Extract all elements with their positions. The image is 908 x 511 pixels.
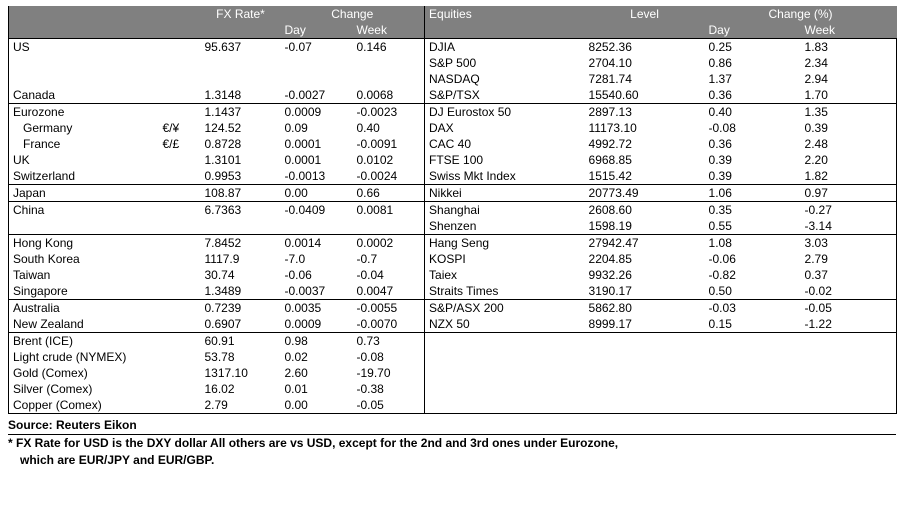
table-row (9, 39, 897, 56)
row-fx-day: 2.60 (281, 365, 353, 381)
row-fx-day (281, 71, 353, 87)
row-eq-day: 0.40 (705, 104, 801, 121)
row-equity (425, 365, 585, 381)
row-equity: Shenzen (425, 218, 585, 235)
row-name (9, 71, 159, 87)
row-level: 4992.72 (585, 136, 705, 152)
row-level: 2204.85 (585, 251, 705, 267)
row-name: Brent (ICE) (9, 333, 159, 350)
row-level: 3190.17 (585, 283, 705, 300)
row-eq-day: -0.82 (705, 267, 801, 283)
row-fx: 1.3148 (201, 87, 281, 104)
row-eq-day: 1.06 (705, 185, 801, 202)
row-fx: 108.87 (201, 185, 281, 202)
table-row (9, 104, 897, 121)
row-eq-day: 0.86 (705, 55, 801, 71)
table-row (9, 397, 897, 414)
header-blank-fx-2 (201, 22, 281, 39)
row-name: US (9, 39, 159, 56)
row-pair (159, 267, 201, 283)
row-eq-day: 0.50 (705, 283, 801, 300)
row-pair (159, 349, 201, 365)
row-fx-week: -0.05 (353, 397, 425, 414)
row-pair (159, 333, 201, 350)
row-level: 2704.10 (585, 55, 705, 71)
row-fx: 1317.10 (201, 365, 281, 381)
row-eq-day: -0.08 (705, 120, 801, 136)
row-equity: S&P/ASX 200 (425, 300, 585, 317)
row-level: 1515.42 (585, 168, 705, 185)
row-equity: Straits Times (425, 283, 585, 300)
row-pair (159, 185, 201, 202)
row-name: Switzerland (9, 168, 159, 185)
row-eq-week: 1.35 (801, 104, 897, 121)
row-equity (425, 333, 585, 350)
row-equity: NZX 50 (425, 316, 585, 333)
row-pair (159, 251, 201, 267)
row-name: France (9, 136, 159, 152)
row-fx-week: -0.0070 (353, 316, 425, 333)
source-note: Source: Reuters Eikon (8, 418, 137, 432)
table-row (9, 218, 897, 235)
table-row (9, 251, 897, 267)
row-eq-week (801, 349, 897, 365)
row-eq-week: 0.39 (801, 120, 897, 136)
row-eq-day (705, 365, 801, 381)
row-eq-day: 0.15 (705, 316, 801, 333)
header-blank-name-2 (9, 22, 159, 39)
row-fx: 53.78 (201, 349, 281, 365)
row-equity: Shanghai (425, 202, 585, 219)
row-fx-week: 0.73 (353, 333, 425, 350)
header-equity-week: Week (801, 22, 897, 39)
row-pair (159, 87, 201, 104)
row-eq-week: -0.02 (801, 283, 897, 300)
row-name: Australia (9, 300, 159, 317)
row-name: Light crude (NYMEX) (9, 349, 159, 365)
table-row (9, 365, 897, 381)
row-fx-week (353, 55, 425, 71)
row-pair (159, 104, 201, 121)
row-name: Japan (9, 185, 159, 202)
row-pair: €/£ (159, 136, 201, 152)
row-fx-day: -0.07 (281, 39, 353, 56)
row-level (585, 365, 705, 381)
row-eq-week: 3.03 (801, 235, 897, 252)
row-eq-week (801, 333, 897, 350)
row-equity: KOSPI (425, 251, 585, 267)
row-level (585, 333, 705, 350)
row-fx-day: 0.98 (281, 333, 353, 350)
footnote-line-1: * FX Rate for USD is the DXY dollar All others are vs USD, except for the 2nd and 3rd ones under Eurozone, (8, 434, 896, 452)
market-data-table (8, 6, 897, 414)
table-body (9, 6, 897, 414)
row-fx-day: 0.00 (281, 397, 353, 414)
row-fx-day: 0.0035 (281, 300, 353, 317)
row-fx (201, 55, 281, 71)
row-fx: 0.9953 (201, 168, 281, 185)
row-fx-week: 0.66 (353, 185, 425, 202)
row-eq-week (801, 381, 897, 397)
row-level: 9932.26 (585, 267, 705, 283)
row-fx-day: -0.0013 (281, 168, 353, 185)
row-fx: 0.8728 (201, 136, 281, 152)
table-row (9, 267, 897, 283)
row-pair (159, 365, 201, 381)
row-eq-week: 2.48 (801, 136, 897, 152)
row-pair (159, 283, 201, 300)
header-blank-equities-2 (425, 22, 585, 39)
row-eq-week: 1.83 (801, 39, 897, 56)
row-fx-day: 0.0014 (281, 235, 353, 252)
row-pair (159, 55, 201, 71)
row-level: 15540.60 (585, 87, 705, 104)
header-blank-pair (159, 6, 201, 22)
row-level: 1598.19 (585, 218, 705, 235)
row-equity: DAX (425, 120, 585, 136)
row-eq-week (801, 397, 897, 414)
row-level: 6968.85 (585, 152, 705, 168)
row-level: 5862.80 (585, 300, 705, 317)
row-level (585, 349, 705, 365)
row-fx: 7.8452 (201, 235, 281, 252)
row-fx-week: -0.0091 (353, 136, 425, 152)
row-pair (159, 300, 201, 317)
header-blank-name (9, 6, 159, 22)
row-eq-day: 0.39 (705, 168, 801, 185)
row-level: 2608.60 (585, 202, 705, 219)
row-eq-week: -3.14 (801, 218, 897, 235)
row-equity: Swiss Mkt Index (425, 168, 585, 185)
row-name: Eurozone (9, 104, 159, 121)
row-equity: Taiex (425, 267, 585, 283)
row-fx-day: 0.09 (281, 120, 353, 136)
footnote-line-2: which are EUR/JPY and EUR/GBP. (20, 453, 215, 467)
row-equity: Hang Seng (425, 235, 585, 252)
row-fx (201, 71, 281, 87)
row-fx-day: 0.0001 (281, 152, 353, 168)
row-eq-day: 0.36 (705, 136, 801, 152)
row-fx: 124.52 (201, 120, 281, 136)
table-header-bottom (9, 22, 897, 39)
row-name: Taiwan (9, 267, 159, 283)
row-level: 2897.13 (585, 104, 705, 121)
row-fx-day: -0.0037 (281, 283, 353, 300)
row-eq-week: -0.27 (801, 202, 897, 219)
row-name: Gold (Comex) (9, 365, 159, 381)
table-row (9, 152, 897, 168)
row-fx: 30.74 (201, 267, 281, 283)
notes-block (8, 414, 896, 469)
table-row (9, 381, 897, 397)
row-eq-day: 1.08 (705, 235, 801, 252)
row-fx-day: -0.0027 (281, 87, 353, 104)
row-eq-day: -0.03 (705, 300, 801, 317)
row-fx-day: 0.0001 (281, 136, 353, 152)
row-name: Canada (9, 87, 159, 104)
row-eq-day: -0.06 (705, 251, 801, 267)
table-row (9, 349, 897, 365)
row-name: Silver (Comex) (9, 381, 159, 397)
row-fx: 60.91 (201, 333, 281, 350)
row-fx: 2.79 (201, 397, 281, 414)
row-equity: NASDAQ (425, 71, 585, 87)
row-eq-week: 2.79 (801, 251, 897, 267)
row-name: UK (9, 152, 159, 168)
row-fx-day: 0.02 (281, 349, 353, 365)
row-eq-day: 0.35 (705, 202, 801, 219)
table-row (9, 202, 897, 219)
row-eq-day (705, 333, 801, 350)
row-eq-week: -0.05 (801, 300, 897, 317)
row-equity (425, 381, 585, 397)
header-blank-level-2 (585, 22, 705, 39)
row-pair (159, 168, 201, 185)
row-eq-day: 0.25 (705, 39, 801, 56)
row-fx: 0.7239 (201, 300, 281, 317)
table-row (9, 185, 897, 202)
row-eq-day: 0.55 (705, 218, 801, 235)
row-fx-week: 0.0102 (353, 152, 425, 168)
row-fx: 1.3489 (201, 283, 281, 300)
row-equity: S&P/TSX (425, 87, 585, 104)
table-header-top (9, 6, 897, 22)
row-pair (159, 381, 201, 397)
row-equity: DJ Eurostox 50 (425, 104, 585, 121)
row-name: Germany (9, 120, 159, 136)
row-fx-day: 0.01 (281, 381, 353, 397)
header-equity-day: Day (705, 22, 801, 39)
row-fx-week: 0.40 (353, 120, 425, 136)
row-eq-day: 0.36 (705, 87, 801, 104)
row-fx-day (281, 55, 353, 71)
table-row (9, 87, 897, 104)
row-eq-week: 1.82 (801, 168, 897, 185)
row-pair (159, 218, 201, 235)
row-fx-week: -0.04 (353, 267, 425, 283)
row-level: 8999.17 (585, 316, 705, 333)
table-row (9, 55, 897, 71)
row-fx: 6.7363 (201, 202, 281, 219)
row-eq-week: 0.97 (801, 185, 897, 202)
header-fx-rate: FX Rate* (201, 6, 281, 22)
header-equities: Equities (425, 6, 585, 22)
row-equity: DJIA (425, 39, 585, 56)
row-fx: 16.02 (201, 381, 281, 397)
row-eq-day: 1.37 (705, 71, 801, 87)
row-fx: 1.3101 (201, 152, 281, 168)
table-row (9, 300, 897, 317)
row-pair (159, 397, 201, 414)
row-fx-day: -0.0409 (281, 202, 353, 219)
header-fx-week: Week (353, 22, 425, 39)
row-equity: Nikkei (425, 185, 585, 202)
row-pair (159, 202, 201, 219)
row-equity (425, 397, 585, 414)
row-name (9, 55, 159, 71)
row-eq-week: 1.70 (801, 87, 897, 104)
row-eq-day (705, 381, 801, 397)
row-fx-day: 0.0009 (281, 316, 353, 333)
row-fx-week: 0.146 (353, 39, 425, 56)
row-level (585, 397, 705, 414)
row-pair (159, 235, 201, 252)
header-fx-change: Change (281, 6, 425, 22)
row-level (585, 381, 705, 397)
row-fx-week: -0.08 (353, 349, 425, 365)
row-level: 7281.74 (585, 71, 705, 87)
row-fx-week (353, 218, 425, 235)
table-row (9, 120, 897, 136)
row-fx-day: -0.06 (281, 267, 353, 283)
row-eq-week (801, 365, 897, 381)
row-fx-week (353, 71, 425, 87)
header-level: Level (585, 6, 705, 22)
row-pair: €/¥ (159, 120, 201, 136)
row-name: Singapore (9, 283, 159, 300)
row-fx-week: -0.0024 (353, 168, 425, 185)
row-fx-week: 0.0068 (353, 87, 425, 104)
row-equity: S&P 500 (425, 55, 585, 71)
row-equity: FTSE 100 (425, 152, 585, 168)
row-fx: 0.6907 (201, 316, 281, 333)
row-fx-week: 0.0047 (353, 283, 425, 300)
row-fx: 1117.9 (201, 251, 281, 267)
table-row (9, 168, 897, 185)
row-fx: 1.1437 (201, 104, 281, 121)
row-fx-week: 0.0002 (353, 235, 425, 252)
row-level: 27942.47 (585, 235, 705, 252)
header-equity-change: Change (%) (705, 6, 897, 22)
row-fx-week: 0.0081 (353, 202, 425, 219)
row-fx-day: -7.0 (281, 251, 353, 267)
table-row (9, 235, 897, 252)
row-name: South Korea (9, 251, 159, 267)
row-name: Hong Kong (9, 235, 159, 252)
row-fx-day: 0.0009 (281, 104, 353, 121)
row-name (9, 218, 159, 235)
row-equity: CAC 40 (425, 136, 585, 152)
row-eq-week: 0.37 (801, 267, 897, 283)
row-name: New Zealand (9, 316, 159, 333)
header-fx-day: Day (281, 22, 353, 39)
table-row (9, 283, 897, 300)
table-row (9, 71, 897, 87)
row-fx (201, 218, 281, 235)
row-equity (425, 349, 585, 365)
header-blank-pair-2 (159, 22, 201, 39)
row-pair (159, 152, 201, 168)
row-eq-week: 2.20 (801, 152, 897, 168)
market-summary-sheet (0, 6, 908, 511)
row-fx-week: -0.0055 (353, 300, 425, 317)
row-pair (159, 71, 201, 87)
table-row (9, 316, 897, 333)
row-fx-week: -0.38 (353, 381, 425, 397)
row-fx-day: 0.00 (281, 185, 353, 202)
row-level: 20773.49 (585, 185, 705, 202)
row-level: 8252.36 (585, 39, 705, 56)
row-eq-week: 2.34 (801, 55, 897, 71)
row-eq-week: -1.22 (801, 316, 897, 333)
row-fx-week: -19.70 (353, 365, 425, 381)
row-fx-week: -0.0023 (353, 104, 425, 121)
row-eq-week: 2.94 (801, 71, 897, 87)
row-fx-day (281, 218, 353, 235)
row-name: Copper (Comex) (9, 397, 159, 414)
table-row (9, 333, 897, 350)
row-level: 11173.10 (585, 120, 705, 136)
row-eq-day (705, 397, 801, 414)
table-row (9, 136, 897, 152)
row-eq-day (705, 349, 801, 365)
row-pair (159, 316, 201, 333)
row-fx-week: -0.7 (353, 251, 425, 267)
row-eq-day: 0.39 (705, 152, 801, 168)
row-pair (159, 39, 201, 56)
row-name: China (9, 202, 159, 219)
row-fx: 95.637 (201, 39, 281, 56)
